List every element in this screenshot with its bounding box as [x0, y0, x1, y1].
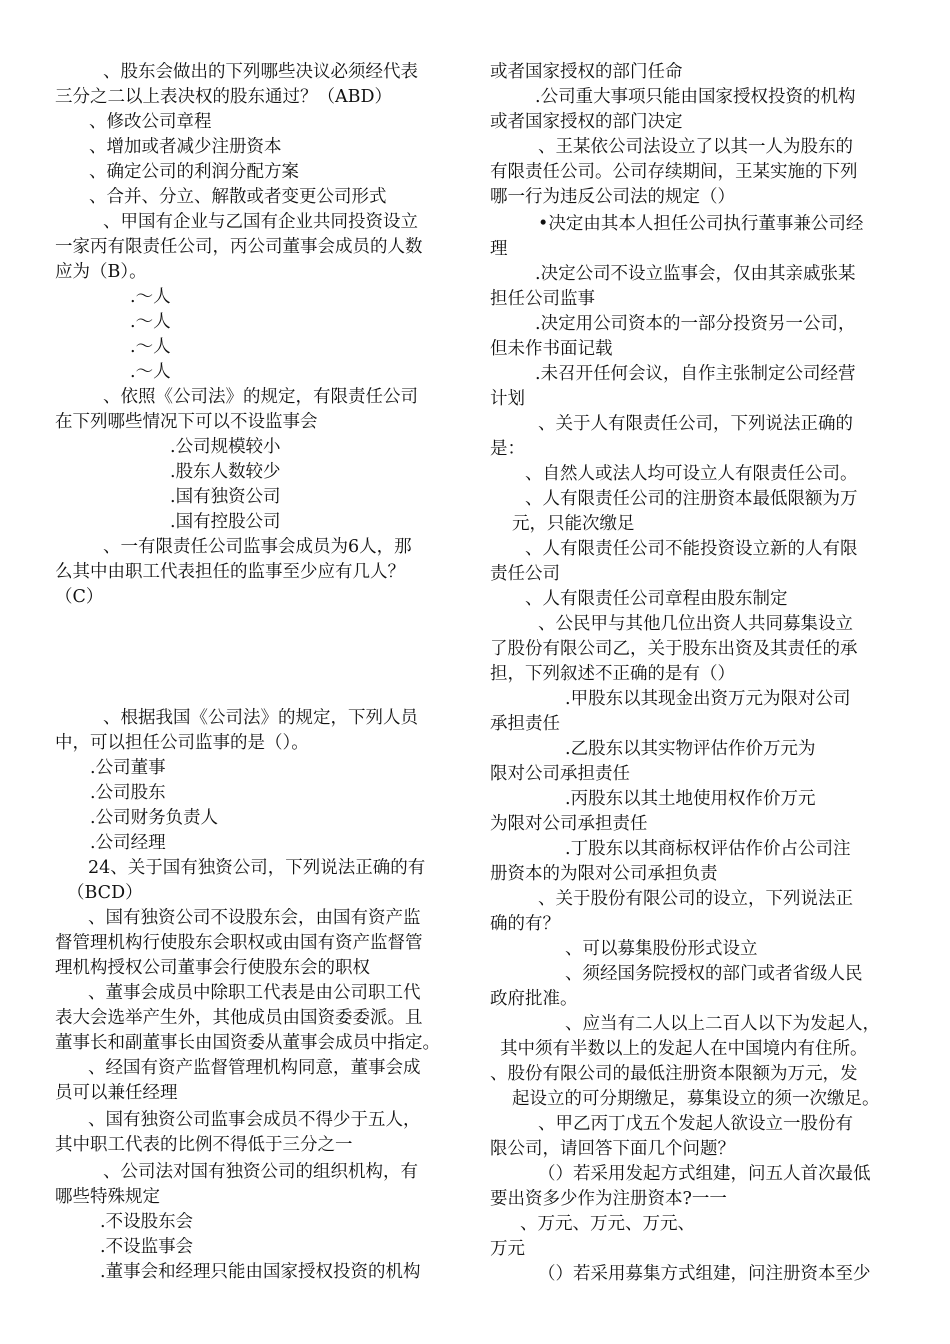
question-text: 在下列哪些情况下可以不设监事会 [55, 412, 318, 432]
option-text: .〜人 [130, 287, 171, 307]
question-text: 三分之二以上表决权的股东通过？（ABD） [55, 87, 393, 107]
option-text: .决定公司不设立监事会，仅由其亲戚张某 [535, 264, 856, 284]
option-text: 政府批准。 [490, 989, 578, 1009]
question-text: 么其中由职工代表担任的监事至少应有几人？ [55, 562, 405, 582]
option-text: .公司董事 [90, 758, 166, 778]
option-text: 董事长和副董事长由国资委从董事会成员中指定。 [55, 1033, 440, 1053]
question-text: 、关于股份有限公司的设立，下列说法正 [538, 889, 853, 909]
question-text: 要出资多少作为注册资本?一一 [490, 1189, 727, 1209]
option-text: .甲股东以其现金出资万元为限对公司 [565, 689, 851, 709]
option-text: .公司规模较小 [170, 437, 281, 457]
option-text: .国有独资公司 [170, 487, 281, 507]
option-text: .公司财务负责人 [90, 808, 219, 828]
question-text: 哪些特殊规定 [55, 1187, 160, 1207]
option-text: 但未作书面记载 [490, 339, 613, 359]
option-text: .未召开任何会议，自作主张制定公司经营 [535, 364, 856, 384]
option-text: 承担责任 [490, 714, 560, 734]
option-text: 为限对公司承担责任 [490, 814, 648, 834]
option-text: 、须经国务院授权的部门或者省级人民 [565, 964, 863, 984]
option-text: 计划 [490, 389, 525, 409]
option-text: 册资本的为限对公司承担负责 [490, 864, 718, 884]
question-text: 一家丙有限责任公司，丙公司董事会成员的人数 [55, 237, 423, 257]
option-text: .公司经理 [90, 833, 166, 853]
option-text: 表大会选举产生外，其他成员由国资委委派。且 [55, 1008, 423, 1028]
question-text: 、关于人有限责任公司，下列说法正确的 [538, 414, 853, 434]
option-text: 、确定公司的利润分配方案 [89, 162, 299, 182]
answer-text: （C） [55, 587, 104, 607]
option-text: 或者国家授权的部门决定 [490, 112, 683, 132]
option-text: 、国有独资公司不设股东会，由国有资产监 [88, 908, 421, 928]
question-text: 、公民甲与其他几位出资人共同募集设立 [538, 614, 853, 634]
option-text: .国有控股公司 [170, 512, 281, 532]
option-text: .不设监事会 [100, 1237, 194, 1257]
option-text: .丙股东以其土地使用权作价万元 [565, 789, 816, 809]
option-text: .公司股东 [90, 783, 166, 803]
question-text: 、王某依公司法设立了以其一人为股东的 [538, 137, 853, 157]
option-text: 、股份有限公司的最低注册资本限额为万元，发 [490, 1064, 858, 1084]
answer-text: （BCD） [67, 883, 143, 903]
question-text: 哪一行为违反公司法的规定（） [490, 187, 735, 207]
option-text: .决定用公司资本的一部分投资另一公司， [535, 314, 856, 334]
question-text: 、甲乙丙丁戊五个发起人欲设立一股份有 [538, 1114, 853, 1134]
option-text: 、人有限责任公司的注册资本最低限额为万 [525, 489, 858, 509]
question-text: 应为（B）。 [55, 262, 147, 282]
question-text: 、依照《公司法》的规定，有限责任公司 [103, 387, 418, 407]
option-text: 其中职工代表的比例不得低于三分之一 [55, 1135, 353, 1155]
option-text: •决定由其本人担任公司执行董事兼公司经 [538, 214, 864, 234]
option-text: 、董事会成员中除职工代表是由公司职工代 [88, 983, 421, 1003]
option-text: 、自然人或法人均可设立人有限责任公司。 [525, 464, 858, 484]
question-text: 了股份有限公司乙，关于股东出资及其责任的承 [490, 639, 858, 659]
question-text: 中，可以担任公司监事的是（）。 [55, 733, 309, 753]
option-text: .〜人 [130, 337, 171, 357]
question-text: 是： [490, 439, 525, 459]
option-text: .董事会和经理只能由国家授权投资的机构 [100, 1262, 421, 1282]
option-text: 元，只能次缴足 [512, 514, 635, 534]
answer-text: 万元 [490, 1239, 525, 1259]
option-text: .不设股东会 [100, 1212, 194, 1232]
question-text: 、根据我国《公司法》的规定，下列人员 [103, 708, 418, 728]
option-text: 、应当有二人以上二百人以下为发起人， [565, 1014, 880, 1034]
question-text: 、一有限责任公司监事会成员为6人，那 [103, 537, 412, 557]
option-text: 、经国有资产监督管理机构同意，董事会成 [88, 1058, 421, 1078]
option-text: 理 [490, 239, 508, 259]
question-text: 、甲国有企业与乙国有企业共同投资设立 [103, 212, 418, 232]
question-text: 有限责任公司。公司存续期间，王某实施的下列 [490, 162, 858, 182]
option-text: 、人有限责任公司不能投资设立新的人有限 [525, 539, 858, 559]
option-text: 责任公司 [490, 564, 560, 584]
question-text: （）若采用发起方式组建，问五人首次最低 [538, 1164, 871, 1184]
question-text: 、股东会做出的下列哪些决议必须经代表 [103, 62, 418, 82]
option-text: .丁股东以其商标权评估作价占公司注 [565, 839, 851, 859]
option-text: 理机构授权公司董事会行使股东会的职权 [55, 958, 370, 978]
question-text: （）若采用募集方式组建，问注册资本至少 [538, 1264, 871, 1284]
option-text: 限对公司承担责任 [490, 764, 630, 784]
option-text: 员可以兼任经理 [55, 1083, 178, 1103]
option-text: .乙股东以其实物评估作价万元为 [565, 739, 816, 759]
option-text: 担任公司监事 [490, 289, 595, 309]
option-text: 、可以募集股份形式设立 [565, 939, 758, 959]
question-text: 担，下列叙述不正确的是有（） [490, 664, 735, 684]
option-text: 其中须有半数以上的发起人在中国境内有住所。 [500, 1039, 868, 1059]
option-text: 起设立的可分期缴足，募集设立的须一次缴足。 [512, 1089, 880, 1109]
answer-text: 、万元、万元、万元、 [520, 1214, 695, 1234]
option-text: .〜人 [130, 312, 171, 332]
question-text: 24、关于国有独资公司，下列说法正确的有 [88, 858, 426, 878]
option-text: 、人有限责任公司章程由股东制定 [525, 589, 788, 609]
question-text: 、公司法对国有独资公司的组织机构，有 [103, 1162, 418, 1182]
option-text: 督管理机构行使股东会职权或由国有资产监督管 [55, 933, 423, 953]
question-text: 确的有？ [490, 914, 560, 934]
question-text: 限公司，请回答下面几个问题？ [490, 1139, 735, 1159]
option-text: .股东人数较少 [170, 462, 281, 482]
option-text: .〜人 [130, 362, 171, 382]
option-text: 、修改公司章程 [89, 112, 212, 132]
option-text: 、国有独资公司监事会成员不得少于五人， [88, 1110, 421, 1130]
option-text: 、增加或者减少注册资本 [89, 137, 282, 157]
option-text: 或者国家授权的部门任命 [490, 62, 683, 82]
option-text: .公司重大事项只能由国家授权投资的机构 [535, 87, 856, 107]
option-text: 、合并、分立、解散或者变更公司形式 [89, 187, 387, 207]
